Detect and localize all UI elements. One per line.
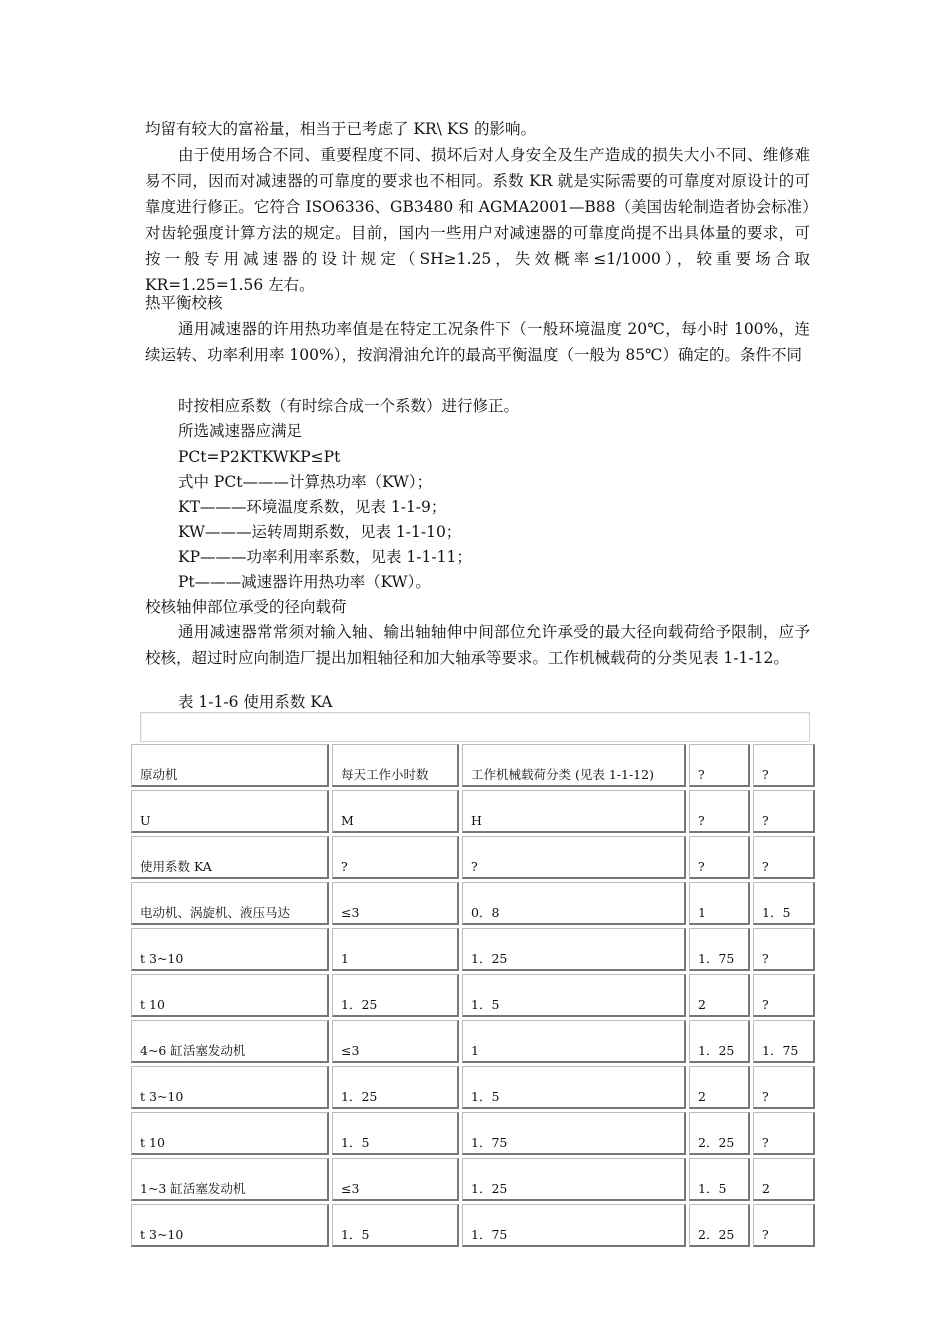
usage-factor-table (128, 741, 818, 1250)
table-cell: 1．25 (332, 974, 459, 1017)
table-cell: ? (689, 790, 750, 833)
table-cell: ? (753, 790, 815, 833)
table-cell: t 3~10 (131, 1066, 329, 1109)
table-cell: 1．5 (332, 1112, 459, 1155)
table-cell: ≤3 (332, 1020, 459, 1063)
paragraph-thermal-power: 通用减速器的许用热功率值是在特定工况条件下（一般环境温度 20℃，每小时 100%，连续运转、功率利用率 100%），按润滑油允许的最高平衡温度（一般为 85℃）确定的。条件不同 (145, 320, 810, 364)
table-cell: M (332, 790, 459, 833)
table-cell: 使用系数 KA (131, 836, 329, 879)
table-cell: ≤3 (332, 882, 459, 925)
paragraph-requirement: 所选减速器应满足 (178, 422, 303, 440)
table-cell: ? (753, 928, 815, 971)
table-cell: 2 (689, 974, 750, 1017)
table-cell: ? (753, 1112, 815, 1155)
table-cell: 原动机 (131, 744, 329, 787)
table-cell: 1．25 (462, 928, 686, 971)
table-row (131, 882, 815, 925)
table-row (131, 790, 815, 833)
table-row (131, 1204, 815, 1247)
table-cell: t 10 (131, 1112, 329, 1155)
paragraph-radial-load: 通用减速器常常须对输入轴、输出轴轴伸中间部位允许承受的最大径向载荷给予限制，应予校核，超过时应向制造厂提出加粗轴径和加大轴承等要求。工作机械载荷的分类见表 1-1-12。 (145, 623, 810, 667)
definition-kw: KW———运转周期系数，见表 1-1-10； (178, 523, 462, 541)
table-cell: 0．8 (462, 882, 686, 925)
paragraph-reliability: 由于使用场合不同、重要程度不同、损坏后对人身安全及生产造成的损失大小不同、维修难易不同，因而对减速器的可靠度的要求也不相同。系数 KR 就是实际需要的可靠度对原设计的可靠度进行修正。它符合 ISO6336、GB3480 和 AGMA2001—B88（美国齿轮制造者协会标准）对齿轮强度计算方法的规定。目前，国内一些用户对减速器的可靠度尚提不出具体量的要求，可按一般专用减速器的设计规定（SH≥1.25，失效概率≤1/1000），较重要场合取 KR=1.25=1.56 左右。 (145, 146, 810, 294)
table-cell: 1．75 (753, 1020, 815, 1063)
definition-kp: KP———功率利用率系数，见表 1-1-11； (178, 548, 472, 566)
table-cell: U (131, 790, 329, 833)
table-cell: 1．75 (462, 1112, 686, 1155)
table-cell: t 10 (131, 974, 329, 1017)
paragraph-continuation: 均留有较大的富裕量，相当于已考虑了 KR\ KS 的影响。 (145, 120, 536, 138)
paragraph-correction: 时按相应系数（有时综合成一个系数）进行修正。 (178, 397, 520, 415)
table-cell: 1．75 (689, 928, 750, 971)
table-cell: t 3~10 (131, 928, 329, 971)
table-cell: 1~3 缸活塞发动机 (131, 1158, 329, 1201)
table-cell: ? (753, 836, 815, 879)
table-cell: 4~6 缸活塞发动机 (131, 1020, 329, 1063)
table-row (131, 928, 815, 971)
table-cell: ≤3 (332, 1158, 459, 1201)
definition-kt: KT———环境温度系数，见表 1-1-9； (178, 498, 447, 516)
table-header-empty-row (140, 712, 810, 742)
table-cell: ? (462, 836, 686, 879)
table-cell: 1．5 (753, 882, 815, 925)
table-cell: ? (689, 744, 750, 787)
table-cell: 1 (462, 1020, 686, 1063)
definition-pct: 式中 PCt———计算热功率（KW）； (178, 473, 433, 491)
table-cell: 1．25 (462, 1158, 686, 1201)
table-cell: 1．5 (332, 1204, 459, 1247)
table-cell: 1．75 (462, 1204, 686, 1247)
table-row (131, 974, 815, 1017)
table-caption: 表 1-1-6 使用系数 KA (178, 693, 333, 711)
heading-radial-load: 校核轴伸部位承受的径向载荷 (145, 598, 347, 616)
definition-pt: Pt———减速器许用热功率（KW）。 (178, 573, 431, 591)
table-cell: 1．5 (689, 1158, 750, 1201)
table-cell: ? (753, 744, 815, 787)
table-cell: 2 (753, 1158, 815, 1201)
table-cell: 1．5 (462, 1066, 686, 1109)
table-cell: 电动机、涡旋机、液压马达 (131, 882, 329, 925)
table-row (131, 1066, 815, 1109)
table-cell: 每天工作小时数 (332, 744, 459, 787)
table-cell: 2．25 (689, 1204, 750, 1247)
table-cell: 1 (689, 882, 750, 925)
formula: PCt=P2KTKWKP≤Pt (178, 448, 341, 466)
table-cell: 工作机械载荷分类 (见表 1-1-12) (462, 744, 686, 787)
table-row (131, 1020, 815, 1063)
table-cell: ? (332, 836, 459, 879)
table-cell: 1．25 (689, 1020, 750, 1063)
table-cell: ? (753, 1066, 815, 1109)
table-row (131, 1158, 815, 1201)
table-cell: 1．25 (332, 1066, 459, 1109)
table-cell: 2．25 (689, 1112, 750, 1155)
table-cell: ? (689, 836, 750, 879)
table-cell: H (462, 790, 686, 833)
table-row (131, 1112, 815, 1155)
table-cell: ? (753, 1204, 815, 1247)
table-row (131, 836, 815, 879)
heading-thermal-balance: 热平衡校核 (145, 294, 223, 312)
table-cell: 1 (332, 928, 459, 971)
table-row (131, 744, 815, 787)
table-cell: 1．5 (462, 974, 686, 1017)
table-cell: 2 (689, 1066, 750, 1109)
table-cell: ? (753, 974, 815, 1017)
table-cell: t 3~10 (131, 1204, 329, 1247)
